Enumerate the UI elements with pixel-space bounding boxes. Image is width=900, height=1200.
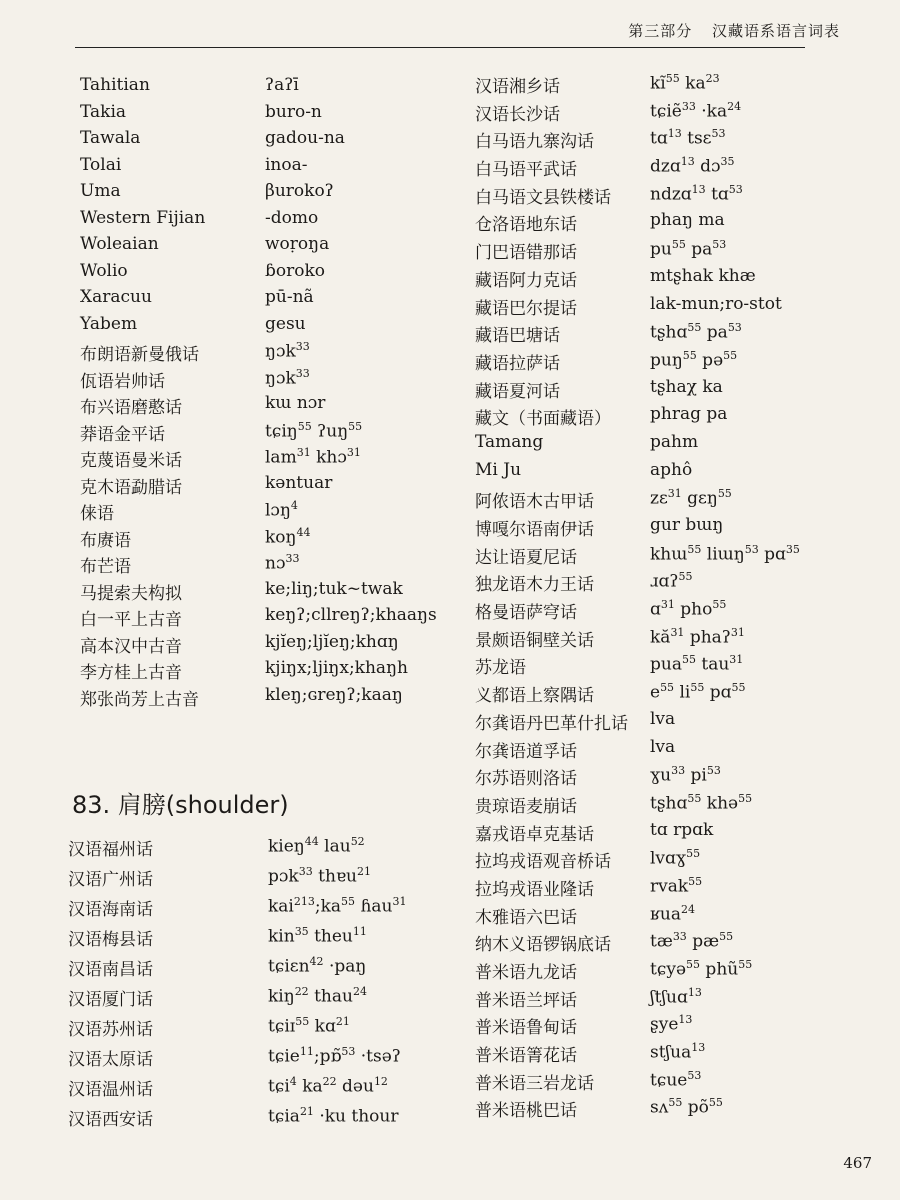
word-form: koŋ$^{44}$ (265, 525, 311, 548)
word-form: tʂhɑ$^{55}$ khə$^{55}$ (650, 791, 753, 814)
language-name: 汉语苏州话 (68, 1020, 153, 1040)
language-name: 汉语太原话 (68, 1050, 153, 1070)
left-column-top (80, 75, 480, 711)
word-form: inoa- (265, 154, 308, 175)
entry-row (475, 432, 875, 460)
entry-row (475, 487, 875, 515)
entry-row (80, 552, 480, 579)
word-form: lam$^{31}$ khɔ$^{31}$ (265, 446, 361, 468)
language-name: Tahitian (80, 75, 150, 95)
word-form: buro-n (265, 101, 322, 122)
entry-row (68, 955, 468, 985)
word-form: mtʂhak khæ (650, 265, 756, 286)
word-form: stʃua$^{13}$ (650, 1041, 706, 1063)
language-name: 汉语福州话 (68, 840, 153, 860)
entry-row (80, 181, 480, 208)
language-name: 阿侬语木古甲话 (475, 492, 594, 513)
word-form: tɕiẽ$^{33}$ $\cdot ka^{24}$ (650, 99, 742, 122)
language-name: 佤语岩帅话 (80, 371, 165, 392)
entry-row (80, 605, 480, 632)
language-name: 布赓语 (80, 530, 131, 551)
word-form: zɛ$^{31}$ gɛŋ$^{55}$ (650, 487, 732, 509)
language-name: 拉坞戎语观音桥话 (475, 852, 611, 873)
word-form: phrag pa (650, 404, 728, 425)
entry-row (475, 349, 875, 377)
language-name: 汉语温州话 (68, 1080, 153, 1100)
word-form: sʌ$^{55}$ $põ^{55}$ (650, 1096, 723, 1119)
entry-row (475, 72, 875, 100)
word-form: ndzɑ$^{13}$ tɑ$^{53}$ (650, 182, 743, 205)
word-form: pua$^{55}$ tau$^{31}$ (650, 653, 744, 676)
header-rule (75, 47, 805, 48)
word-form: tɕi$^4$ $ka^{22}$ dəu$^{12}$ (268, 1075, 388, 1097)
word-form: tɕiŋ$^{55}$ ʔuŋ$^{55}$ (265, 419, 363, 442)
language-name: 白马语文县铁楼话 (475, 187, 611, 208)
word-form: gadou-na (265, 128, 345, 148)
entry-row (475, 930, 875, 958)
entry-row (475, 598, 875, 626)
language-name: 汉语广州话 (68, 870, 153, 890)
language-name: 白马语平武话 (475, 160, 577, 181)
word-form: ɣu$^{33}$ $pi^{53}$ (650, 764, 721, 786)
word-form: kəntuar (265, 472, 333, 493)
entry-row (68, 925, 468, 955)
entry-row (68, 985, 468, 1015)
entry-row (80, 579, 480, 606)
entry-row (475, 155, 875, 183)
entry-row (68, 1105, 468, 1135)
entry-row (475, 737, 875, 765)
language-name: 汉语长沙话 (475, 104, 560, 125)
word-form: lɔŋ$^4$ (265, 499, 298, 521)
language-name: 汉语南昌话 (68, 960, 153, 980)
entry-row (68, 1075, 468, 1105)
language-name: Tawala (80, 128, 141, 148)
word-form: tʂhɑ$^{55}$ $pa^{53}$ (650, 321, 742, 343)
entry-row (475, 1069, 875, 1097)
language-name: 李方桂上古音 (80, 663, 182, 683)
entry-row (80, 155, 480, 182)
left-column-bottom (68, 835, 468, 1135)
word-form: kieŋ$^{44}$ lau$^{52}$ (268, 835, 365, 857)
entry-row (80, 340, 480, 367)
entry-row (475, 183, 875, 211)
word-form: $tæ^{33}$ $pæ^{55}$ (650, 930, 734, 952)
language-name: 布兴语磨憨话 (80, 398, 182, 418)
word-form: tɕiɪ$^{55}$ kɑ$^{21}$ (268, 1015, 350, 1037)
entry-row (475, 210, 875, 238)
word-form: phaŋ ma (650, 210, 725, 231)
entry-row (80, 632, 480, 659)
word-form: lva (650, 736, 676, 757)
entry-row (80, 314, 480, 341)
word-form: ʁua$^{24}$ (650, 902, 695, 925)
word-form: -domo (265, 207, 319, 228)
language-name: 尔苏语则洛话 (475, 769, 577, 790)
word-form: puŋ$^{55}$ pə$^{55}$ (650, 348, 738, 371)
language-name: 普米语箐花话 (475, 1046, 577, 1067)
language-name: 汉语海南话 (68, 900, 153, 920)
entry-row (475, 266, 875, 294)
entry-row (80, 526, 480, 553)
entry-row (475, 127, 875, 155)
word-form: pahm (650, 431, 699, 452)
entry-row (80, 658, 480, 685)
language-name: 仓洛语地东话 (475, 215, 577, 236)
entry-row (475, 321, 875, 349)
entry-row (475, 377, 875, 405)
language-name: 博嘎尔语南伊话 (475, 520, 594, 540)
entry-row (475, 543, 875, 571)
word-form: ŋɔk$^{33}$ (265, 340, 310, 362)
entry-row (475, 460, 875, 488)
word-form: $kĩ^{55}$ $ka^{23}$ (650, 72, 720, 94)
entry-row (475, 958, 875, 986)
word-form: gur bɯŋ (650, 515, 724, 535)
language-name: Xaracuu (80, 287, 152, 307)
language-name: Wolio (80, 260, 128, 281)
entry-row (80, 446, 480, 473)
language-name: 嘉戎语卓克基话 (475, 824, 594, 845)
word-form: kjĭeŋ;ljĭeŋ;khɑŋ (265, 631, 399, 652)
word-form: keŋʔ;cllreŋʔ;khaaŋs (265, 605, 437, 625)
entry-row (475, 1013, 875, 1041)
language-name: Mi Ju (475, 459, 522, 480)
language-name: 藏语拉萨话 (475, 353, 560, 374)
language-name: 义都语上察隅话 (475, 686, 594, 707)
entry-row (475, 100, 875, 128)
word-form: ʃtʃuɑ$^{13}$ (650, 985, 702, 1008)
entry-row (475, 570, 875, 598)
word-form: ʔaʔī (265, 75, 299, 95)
entry-row (475, 792, 875, 820)
word-form: $kai^{213};ka^{55}$ ɦau$^{31}$ (268, 895, 407, 917)
word-form: tɕue$^{53}$ (650, 1068, 702, 1091)
language-name: Yabem (80, 313, 138, 334)
language-name: 汉语厦门话 (68, 990, 153, 1010)
entry-row (475, 1041, 875, 1069)
language-name: 纳木义语锣锅底话 (475, 935, 611, 956)
language-name: Woleaian (80, 234, 159, 254)
language-name: 白一平上古音 (80, 610, 182, 630)
language-name: 普米语三岩龙话 (475, 1073, 594, 1094)
language-name: 贵琼语麦崩话 (475, 796, 577, 817)
entry-row (475, 1096, 875, 1124)
word-form: tʂhaχ ka (650, 376, 723, 397)
language-name: Tolai (80, 154, 122, 175)
word-form: tɑ rpɑk (650, 819, 714, 840)
entry-row (80, 102, 480, 129)
language-name: 藏语阿力克话 (475, 270, 577, 291)
language-name: 马提索夫构拟 (80, 583, 182, 604)
word-form: βurokoʔ (265, 181, 334, 201)
entry-row (80, 499, 480, 526)
language-name: Western Fijian (80, 207, 206, 228)
entry-row (80, 420, 480, 447)
word-form: woṛoŋa (265, 234, 330, 254)
word-form: kin$^{35}$ theu$^{11}$ (268, 925, 367, 947)
entry-row (475, 238, 875, 266)
language-name: 景颇语铜壁关话 (475, 630, 594, 651)
entry-row (475, 820, 875, 848)
word-form: kɯ nɔr (265, 393, 326, 413)
entry-row (475, 986, 875, 1014)
word-form: ʂye$^{13}$ (650, 1013, 693, 1036)
language-name: 尔龚语丹巴革什扎话 (475, 713, 628, 734)
language-name: 克蔑语曼米话 (80, 451, 182, 471)
language-name: 苏龙语 (475, 658, 526, 679)
entry-row (80, 393, 480, 420)
entry-row (80, 234, 480, 261)
language-name: 布朗语新曼俄话 (80, 345, 199, 365)
language-name: 俫语 (80, 504, 114, 524)
word-form: dzɑ$^{13}$ dɔ$^{35}$ (650, 155, 735, 177)
entry-row (80, 128, 480, 155)
word-form: pū-nã (265, 287, 314, 307)
language-name: 郑张尚芳上古音 (80, 689, 199, 710)
word-form: kiŋ$^{22}$ thau$^{24}$ (268, 985, 367, 1007)
entry-row (475, 515, 875, 543)
language-name: 达让语夏尼话 (475, 547, 577, 568)
entry-row (68, 895, 468, 925)
language-name: 普米语鲁甸话 (475, 1018, 577, 1039)
language-name: 尔龚语道孚话 (475, 741, 577, 762)
language-name: 布芒语 (80, 557, 131, 577)
entry-row (80, 685, 480, 712)
entry-row (475, 903, 875, 931)
entry-row (80, 261, 480, 288)
language-name: 汉语梅县话 (68, 930, 153, 950)
entry-row (80, 473, 480, 500)
entry-row (475, 875, 875, 903)
word-form: lvɑɣ$^{55}$ (650, 847, 701, 869)
word-form: ke;liŋ;tuk~twak (265, 578, 403, 599)
language-name: Takia (80, 101, 127, 122)
language-name: Uma (80, 181, 121, 201)
language-name: 藏文（书面藏语） (475, 409, 611, 430)
entry-row (475, 764, 875, 792)
word-form: tɑ$^{13}$ tsɛ$^{53}$ (650, 127, 726, 150)
word-form: ŋɔk$^{33}$ (265, 366, 310, 389)
language-name: 格曼语萨穹话 (475, 603, 577, 624)
word-form: ɓoroko (265, 260, 326, 281)
entry-row (475, 847, 875, 875)
header-section: 汉藏语系语言词表 (711, 22, 840, 40)
entry-row (80, 75, 480, 102)
language-name: 白马语九寨沟话 (475, 132, 594, 153)
language-name: 拉坞戎语业隆话 (475, 879, 594, 900)
word-form: tɕyə$^{55}$ phũ$^{55}$ (650, 958, 753, 980)
entry-row (68, 865, 468, 895)
running-header (614, 20, 840, 41)
word-form: khɯ$^{55}$ liɯŋ$^{53}$ pɑ$^{35}$ (650, 542, 800, 565)
language-name: 普米语桃巴话 (475, 1101, 577, 1122)
entry-row (80, 367, 480, 394)
entry-row (68, 835, 468, 865)
language-name: 普米语九龙话 (475, 963, 577, 983)
word-form: lak-mun;ro-stot (650, 293, 782, 314)
language-name: 高本汉中古音 (80, 636, 182, 657)
language-name: Tamang (475, 431, 544, 452)
word-form: tɕia$^{21}$ ·ku thour (268, 1105, 399, 1127)
word-form: aphô (650, 459, 693, 480)
word-form: $pu^{55}$ $pa^{53}$ (650, 238, 727, 260)
language-name: 藏语巴尔提话 (475, 298, 577, 319)
language-name: 莽语金平话 (80, 424, 165, 445)
entry-row (475, 653, 875, 681)
header-part: 第三部分 (628, 22, 693, 40)
language-name: 独龙语木力王话 (475, 575, 594, 596)
entry-row (475, 294, 875, 322)
word-form: $e^{55}$ $li^{55}$ pɑ$^{55}$ (650, 681, 746, 703)
entry-row (80, 208, 480, 235)
section-title: 83. 肩膀(shoulder) (72, 791, 289, 819)
entry-row (475, 681, 875, 709)
right-column (475, 72, 875, 1124)
word-form: tɕie$^{11}$;pɒ̃$^{53}$ ·tsəʔ (268, 1045, 401, 1067)
language-name: 藏语夏河话 (475, 381, 560, 402)
entry-row (475, 709, 875, 737)
word-form: kjiŋx;ljiŋx;khaŋh (265, 658, 408, 678)
entry-row (475, 626, 875, 654)
language-name: 藏语巴塘话 (475, 326, 560, 347)
language-name: 克木语勐腊话 (80, 477, 182, 498)
word-form: kleŋ;ɢreŋʔ;kaaŋ (265, 684, 403, 705)
language-name: 木雅语六巴话 (475, 907, 577, 928)
entry-row (68, 1045, 468, 1075)
language-name: 门巴语错那话 (475, 243, 577, 264)
entry-row (475, 404, 875, 432)
language-name: 汉语西安话 (68, 1110, 153, 1130)
word-form: lva (650, 708, 676, 729)
entry-row (68, 1015, 468, 1045)
word-form: $kă^{31}$ phaʔ$^{31}$ (650, 625, 745, 648)
word-form: gesu (265, 313, 306, 334)
word-form: nɔ$^{33}$ (265, 552, 300, 574)
entry-row (80, 287, 480, 314)
word-form: tɕiɛn$^{42}$ ·paŋ (268, 955, 367, 977)
word-form: ɹɑʔ$^{55}$ (650, 570, 693, 593)
word-form: pɔk$^{33}$ thɐu$^{21}$ (268, 865, 371, 887)
language-name: 汉语湘乡话 (475, 77, 560, 97)
word-form: rvak$^{55}$ (650, 874, 703, 897)
page-number: 467 (843, 1154, 872, 1172)
word-form: ɑ$^{31}$ pho$^{55}$ (650, 598, 727, 620)
language-name: 普米语兰坪话 (475, 990, 577, 1011)
